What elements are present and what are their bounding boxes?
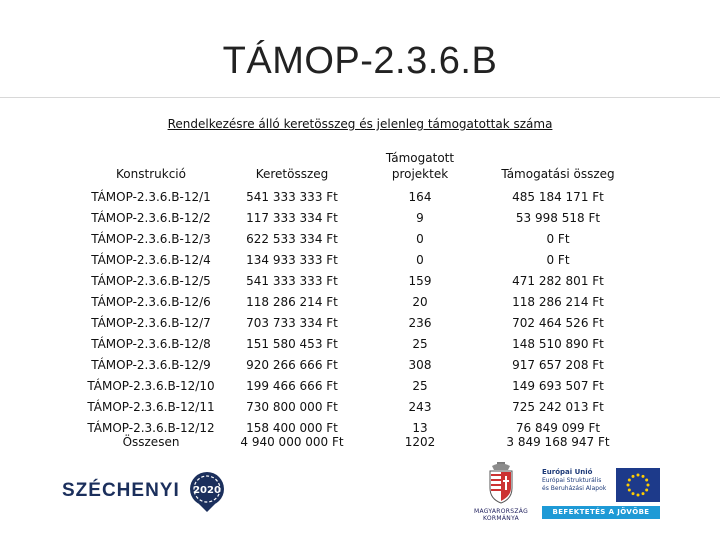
table-row [84,414,642,435]
hungary-government-logo [472,462,530,522]
row-projects: 9 [416,211,424,225]
total-label: Összesen [122,435,180,449]
eu-text-block [542,468,614,493]
row-support: 725 242 013 Ft [512,400,604,414]
row-projects: 20 [412,295,428,309]
eu-star [632,475,635,478]
row-budget: 730 800 000 Ft [246,400,338,414]
table-header-row [84,146,642,183]
eu-star [645,489,648,492]
row-support: 53 998 518 Ft [515,211,601,225]
row-projects: 25 [412,379,428,393]
header-budget: Keretösszeg [255,167,329,181]
total-projects: 1202 [404,435,436,449]
row-budget: 199 466 666 Ft [246,379,338,393]
total-support: 3 849 168 947 Ft [506,435,610,449]
header-projects-line2: projektek [391,167,449,181]
row-support: 148 510 890 Ft [512,337,604,351]
header-projects-line1: Támogatott [385,151,455,165]
row-name: TÁMOP-2.3.6.B-12/9 [91,358,211,372]
row-name: TÁMOP-2.3.6.B-12/6 [91,295,211,309]
total-budget: 4 940 000 000 Ft [240,435,344,449]
table-row [84,267,642,288]
row-name: TÁMOP-2.3.6.B-12/11 [87,400,215,414]
row-projects: 236 [408,316,432,330]
table-caption: Rendelkezésre álló keretösszeg és jelenleg támogatottak száma [167,117,553,131]
header-support: Támogatási összeg [501,167,615,181]
title-divider [0,97,720,98]
row-projects: 0 [416,253,424,267]
row-support: 0 Ft [546,232,570,246]
table-row [84,183,642,204]
szechenyi-wordmark: SZÉCHENYI [62,480,180,501]
eu-fund-line2: és Beruházási Alapok [542,485,607,492]
row-name: TÁMOP-2.3.6.B-12/3 [91,232,211,246]
row-name: TÁMOP-2.3.6.B-12/5 [91,274,211,288]
szechenyi-badge-icon [184,468,230,514]
row-name: TÁMOP-2.3.6.B-12/4 [91,253,211,267]
header-construction: Konstrukció [116,167,186,181]
row-projects: 13 [412,421,428,435]
table-row [84,393,642,414]
row-support: 76 849 099 Ft [515,421,601,435]
eu-fund-line1: Európai Strukturális [542,477,602,484]
eu-star [647,484,650,487]
row-budget: 117 333 334 Ft [246,211,338,225]
row-support: 917 657 208 Ft [512,358,604,372]
table-row [84,204,642,225]
row-budget: 703 733 334 Ft [246,316,338,330]
header-projects [366,146,474,183]
eu-star [637,494,640,497]
table-row [84,246,642,267]
table-row [84,309,642,330]
coat-text-line1: MAGYARORSZÁG [473,508,529,515]
szechenyi-year: 2020 [192,485,221,496]
eu-star [645,479,648,482]
table-row [84,330,642,351]
row-name: TÁMOP-2.3.6.B-12/2 [91,211,211,225]
eu-flag-icon [616,468,660,502]
row-budget: 541 333 333 Ft [246,274,338,288]
eu-star [627,484,630,487]
eu-star [637,474,640,477]
eu-slogan-banner: BEFEKTETÉS A JÖVŐBE [542,506,660,519]
row-projects: 25 [412,337,428,351]
table-row [84,288,642,309]
row-support: 149 693 507 Ft [512,379,604,393]
row-name: TÁMOP-2.3.6.B-12/7 [91,316,211,330]
eu-name: Európai Unió [542,468,593,476]
row-name: TÁMOP-2.3.6.B-12/12 [87,421,215,435]
eu-star [628,479,631,482]
table-row [84,372,642,393]
table-total-row [84,435,642,451]
row-budget: 622 533 334 Ft [246,232,338,246]
table-row [84,351,642,372]
table-row [84,225,642,246]
row-budget: 151 580 453 Ft [246,337,338,351]
coat-text-line2: KORMÁNYA [483,515,519,522]
row-support: 0 Ft [546,253,570,267]
row-name: TÁMOP-2.3.6.B-12/10 [87,379,215,393]
eu-star [642,475,645,478]
page-title: TÁMOP-2.3.6.B [222,40,498,82]
row-projects: 243 [408,400,432,414]
coat-of-arms-icon [486,462,516,504]
row-budget: 541 333 333 Ft [246,190,338,204]
row-projects: 0 [416,232,424,246]
eu-star [628,489,631,492]
eu-funding-logo [542,468,660,519]
row-budget: 158 400 000 Ft [246,421,338,435]
row-projects: 308 [408,358,432,372]
szechenyi-2020-logo [62,468,230,514]
budget-table [84,146,642,451]
row-name: TÁMOP-2.3.6.B-12/8 [91,337,211,351]
row-budget: 920 266 666 Ft [246,358,338,372]
row-name: TÁMOP-2.3.6.B-12/1 [91,190,211,204]
row-support: 485 184 171 Ft [512,190,604,204]
eu-star [642,492,645,495]
row-projects: 159 [408,274,432,288]
row-budget: 118 286 214 Ft [246,295,338,309]
row-support: 471 282 801 Ft [512,274,604,288]
row-support: 118 286 214 Ft [512,295,604,309]
eu-star [632,492,635,495]
row-support: 702 464 526 Ft [512,316,604,330]
row-projects: 164 [408,190,432,204]
row-budget: 134 933 333 Ft [246,253,338,267]
